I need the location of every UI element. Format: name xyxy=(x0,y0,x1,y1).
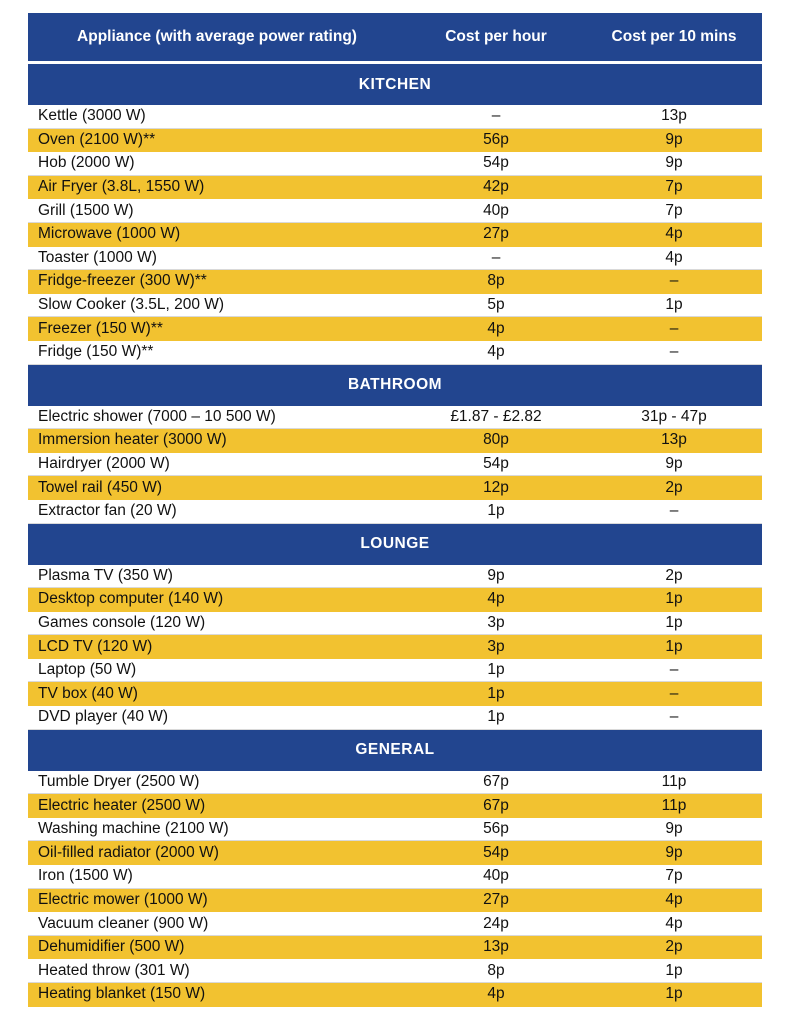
cost-per-10-mins-cell: 13p xyxy=(661,431,687,449)
appliance-cell: Hob (2000 W) xyxy=(38,154,135,172)
appliance-cell: Extractor fan (20 W) xyxy=(38,502,177,520)
table-row xyxy=(28,771,762,795)
table-row xyxy=(28,406,762,430)
cost-per-10-mins-cell: 9p xyxy=(665,455,683,473)
appliance-cell: Vacuum cleaner (900 W) xyxy=(38,914,209,932)
cost-per-hour-cell: 24p xyxy=(483,914,509,932)
cost-per-10-mins-cell: 2p xyxy=(665,566,683,584)
appliance-cell: Dehumidifier (500 W) xyxy=(38,938,185,956)
appliance-cell: Freezer (150 W)** xyxy=(38,319,163,337)
table-row xyxy=(28,818,762,842)
appliance-cell: Microwave (1000 W) xyxy=(38,225,181,243)
appliance-cell: Iron (1500 W) xyxy=(38,867,133,885)
table-header xyxy=(28,13,762,64)
table-row xyxy=(28,199,762,223)
table-row xyxy=(28,341,762,365)
cost-per-hour-cell: 56p xyxy=(483,820,509,838)
cost-per-10-mins-cell: 11p xyxy=(661,772,687,790)
appliance-cell: LCD TV (120 W) xyxy=(38,637,153,655)
cost-per-10-mins-cell: 4p xyxy=(665,248,683,266)
table-row xyxy=(28,476,762,500)
cost-per-hour-cell: 4p xyxy=(487,343,505,361)
appliance-cell: Heating blanket (150 W) xyxy=(38,985,206,1003)
cost-per-hour-cell: 27p xyxy=(483,225,509,243)
cost-per-10-mins-cell: 7p xyxy=(665,867,683,885)
cost-per-10-mins-cell: – xyxy=(669,708,679,726)
table-row xyxy=(28,270,762,294)
table-row xyxy=(28,176,762,200)
appliance-cell: Immersion heater (3000 W) xyxy=(38,431,227,449)
table-row xyxy=(28,129,762,153)
cost-per-10-mins-cell: 4p xyxy=(665,225,683,243)
cost-per-hour-cell: 8p xyxy=(487,272,505,290)
appliance-cell: Towel rail (450 W) xyxy=(38,478,163,496)
header-cost-per-10-mins: Cost per 10 mins xyxy=(611,28,737,45)
table-row xyxy=(28,889,762,913)
table-row xyxy=(28,936,762,960)
cost-per-hour-cell: £1.87 - £2.82 xyxy=(450,407,542,425)
table-row xyxy=(28,588,762,612)
header-cost-per-hour: Cost per hour xyxy=(445,28,547,45)
cost-per-hour-cell: 67p xyxy=(483,772,509,790)
section-heading-lounge: LOUNGE xyxy=(28,524,762,565)
appliance-cell: Games console (120 W) xyxy=(38,613,206,631)
appliance-cell: Grill (1500 W) xyxy=(38,201,134,219)
cost-per-hour-cell: 54p xyxy=(483,843,509,861)
appliance-cell: Electric shower (7000 – 10 500 W) xyxy=(38,407,276,425)
cost-per-hour-cell: 40p xyxy=(483,867,509,885)
table-row xyxy=(28,500,762,524)
table-row xyxy=(28,794,762,818)
table-row xyxy=(28,247,762,271)
cost-per-10-mins-cell: 1p xyxy=(665,613,683,631)
cost-per-hour-cell: 54p xyxy=(483,154,509,172)
table-row xyxy=(28,453,762,477)
cost-per-hour-cell: 80p xyxy=(483,431,509,449)
cost-per-10-mins-cell: 13p xyxy=(661,107,687,125)
appliance-cell: Heated throw (301 W) xyxy=(38,961,190,979)
appliance-cell: Electric mower (1000 W) xyxy=(38,890,208,908)
cost-per-hour-cell: 54p xyxy=(483,455,509,473)
cost-per-hour-cell: 1p xyxy=(487,708,505,726)
table-row xyxy=(28,865,762,889)
appliance-cell: Laptop (50 W) xyxy=(38,661,137,679)
cost-per-hour-cell: 12p xyxy=(483,478,509,496)
cost-per-hour-cell: 1p xyxy=(487,684,505,702)
cost-per-10-mins-cell: – xyxy=(669,502,679,520)
table-row xyxy=(28,294,762,318)
table-row xyxy=(28,983,762,1007)
cost-per-hour-cell: 40p xyxy=(483,201,509,219)
appliance-cell: Oven (2100 W)** xyxy=(38,130,156,148)
appliance-cell: Toaster (1000 W) xyxy=(38,248,157,266)
cost-per-10-mins-cell: – xyxy=(669,319,679,337)
cost-per-hour-cell: 8p xyxy=(487,961,505,979)
cost-per-hour-cell: – xyxy=(491,107,501,125)
cost-per-hour-cell: – xyxy=(491,248,501,266)
cost-per-10-mins-cell: – xyxy=(669,272,679,290)
section-heading-general: GENERAL xyxy=(28,730,762,771)
cost-per-hour-cell: 4p xyxy=(487,985,505,1003)
cost-per-10-mins-cell: 2p xyxy=(665,938,683,956)
table-row xyxy=(28,223,762,247)
table-row xyxy=(28,841,762,865)
appliance-cell: Hairdryer (2000 W) xyxy=(38,455,170,473)
cost-per-hour-cell: 9p xyxy=(487,566,505,584)
cost-per-hour-cell: 4p xyxy=(487,319,505,337)
appliance-cell: Washing machine (2100 W) xyxy=(38,820,229,838)
appliance-cell: Slow Cooker (3.5L, 200 W) xyxy=(38,296,225,314)
cost-per-10-mins-cell: 9p xyxy=(665,154,683,172)
appliance-cell: Desktop computer (140 W) xyxy=(38,590,224,608)
cost-per-hour-cell: 1p xyxy=(487,502,505,520)
section-heading-kitchen: KITCHEN xyxy=(28,64,762,105)
table-row xyxy=(28,682,762,706)
appliance-cell: Plasma TV (350 W) xyxy=(38,566,173,584)
appliance-cell: Fridge (150 W)** xyxy=(38,343,154,361)
cost-per-10-mins-cell: 31p - 47p xyxy=(641,407,707,425)
cost-per-10-mins-cell: – xyxy=(669,684,679,702)
cost-per-10-mins-cell: 1p xyxy=(665,296,683,314)
table-row xyxy=(28,317,762,341)
cost-per-hour-cell: 3p xyxy=(487,637,505,655)
cost-per-10-mins-cell: – xyxy=(669,661,679,679)
cost-per-hour-cell: 1p xyxy=(487,661,505,679)
appliance-cell: Fridge-freezer (300 W)** xyxy=(38,272,207,290)
table-row xyxy=(28,959,762,983)
appliance-cost-table xyxy=(28,13,762,1007)
cost-per-10-mins-cell: 7p xyxy=(665,178,683,196)
cost-per-10-mins-cell: – xyxy=(669,343,679,361)
cost-per-10-mins-cell: 1p xyxy=(665,961,683,979)
cost-per-10-mins-cell: 9p xyxy=(665,820,683,838)
cost-per-10-mins-cell: 4p xyxy=(665,914,683,932)
table-row xyxy=(28,912,762,936)
cost-per-10-mins-cell: 9p xyxy=(665,130,683,148)
cost-per-hour-cell: 42p xyxy=(483,178,509,196)
cost-per-10-mins-cell: 1p xyxy=(665,590,683,608)
cost-per-hour-cell: 13p xyxy=(483,938,509,956)
table-row xyxy=(28,105,762,129)
cost-per-10-mins-cell: 2p xyxy=(665,478,683,496)
cost-per-10-mins-cell: 9p xyxy=(665,843,683,861)
appliance-cell: Air Fryer (3.8L, 1550 W) xyxy=(38,178,205,196)
cost-per-10-mins-cell: 4p xyxy=(665,890,683,908)
table-row xyxy=(28,565,762,589)
cost-per-hour-cell: 5p xyxy=(487,296,505,314)
appliance-cell: Kettle (3000 W) xyxy=(38,107,146,125)
table-row xyxy=(28,635,762,659)
cost-per-10-mins-cell: 11p xyxy=(661,796,687,814)
cost-per-10-mins-cell: 7p xyxy=(665,201,683,219)
cost-per-hour-cell: 67p xyxy=(483,796,509,814)
cost-per-hour-cell: 4p xyxy=(487,590,505,608)
section-heading-bathroom: BATHROOM xyxy=(28,365,762,406)
appliance-cell: Oil-filled radiator (2000 W) xyxy=(38,843,219,861)
table-row xyxy=(28,152,762,176)
header-appliance: Appliance (with average power rating) xyxy=(77,28,357,45)
cost-per-hour-cell: 3p xyxy=(487,613,505,631)
appliance-cell: Electric heater (2500 W) xyxy=(38,796,206,814)
table-row xyxy=(28,429,762,453)
appliance-cell: DVD player (40 W) xyxy=(38,708,169,726)
cost-per-10-mins-cell: 1p xyxy=(665,985,683,1003)
table-row xyxy=(28,612,762,636)
cost-per-hour-cell: 27p xyxy=(483,890,509,908)
appliance-cell: TV box (40 W) xyxy=(38,684,138,702)
table-row xyxy=(28,659,762,683)
table-row xyxy=(28,706,762,730)
cost-per-hour-cell: 56p xyxy=(483,130,509,148)
appliance-cell: Tumble Dryer (2500 W) xyxy=(38,772,200,790)
table-body xyxy=(28,64,762,1007)
cost-per-10-mins-cell: 1p xyxy=(665,637,683,655)
